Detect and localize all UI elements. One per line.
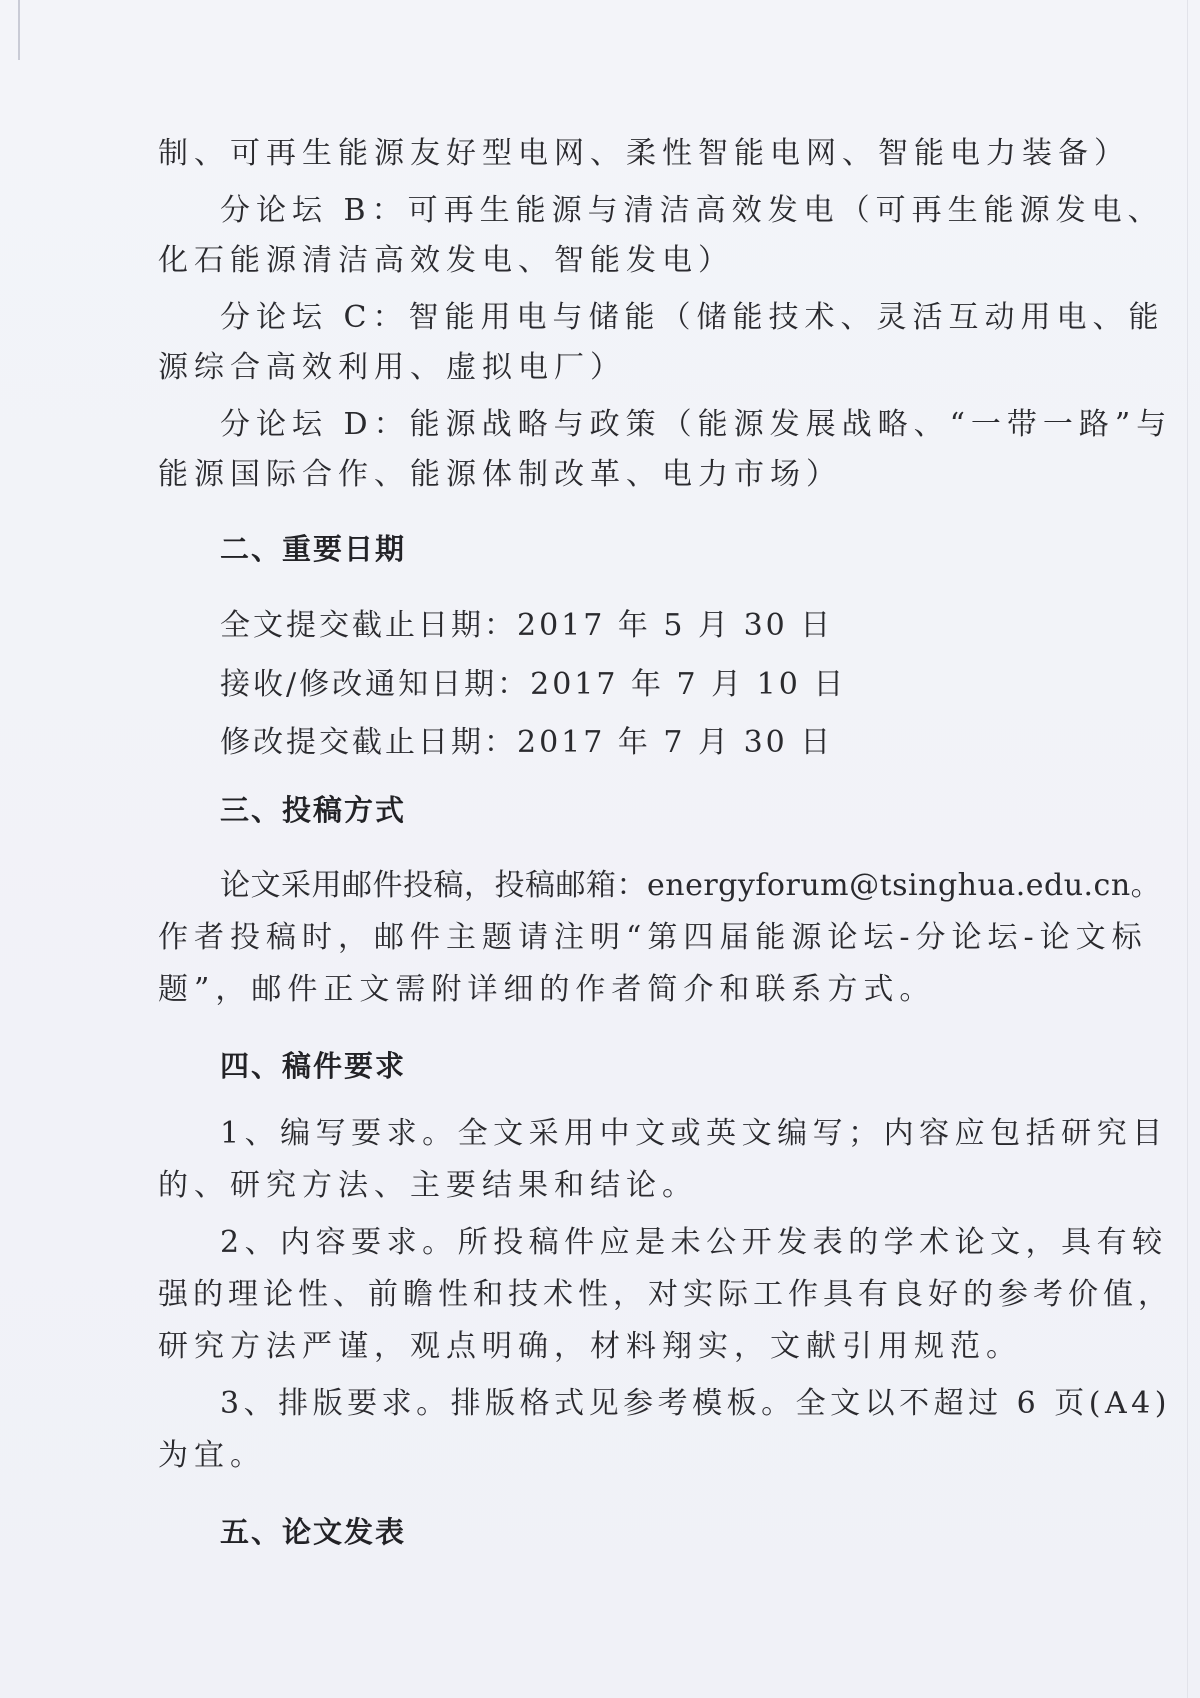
submission-email-line: 论文采用邮件投稿，投稿邮箱：energyforum@tsinghua.edu.cn。 xyxy=(220,868,1162,903)
scan-edge-mark xyxy=(18,0,20,60)
paper-publication-heading: 五、论文发表 xyxy=(220,1515,407,1549)
content-requirement-line-1: 2、内容要求。所投稿件应是未公开发表的学术论文，具有较 xyxy=(220,1225,1168,1260)
notification-date: 接收/修改通知日期：2017 年 7 月 10 日 xyxy=(220,667,847,702)
submission-body-line: 题”，邮件正文需附详细的作者简介和联系方式。 xyxy=(158,972,936,1007)
content-requirement-line-2: 强的理论性、前瞻性和技术性，对实际工作具有良好的参考价值， xyxy=(158,1277,1173,1312)
manuscript-requirements-heading: 四、稿件要求 xyxy=(220,1049,407,1083)
forum-d-line-1: 分论坛 D：能源战略与政策（能源发展战略、“一带一路”与 xyxy=(220,407,1173,442)
forum-b-line-1: 分论坛 B：可再生能源与清洁高效发电（可再生能源发电、 xyxy=(220,193,1164,228)
forum-c-line-1: 分论坛 C：智能用电与储能（储能技术、灵活互动用电、能 xyxy=(220,300,1165,335)
scan-edge-mark xyxy=(1187,0,1188,1698)
submission-method-heading: 三、投稿方式 xyxy=(220,793,407,827)
full-paper-deadline: 全文提交截止日期：2017 年 5 月 30 日 xyxy=(220,608,834,643)
layout-requirement-line-2: 为宜。 xyxy=(158,1438,266,1473)
submission-subject-line: 作者投稿时，邮件主题请注明“第四届能源论坛-分论坛-论文标 xyxy=(158,920,1148,955)
forum-b-line-2: 化石能源清洁高效发电、智能发电） xyxy=(158,243,734,278)
writing-requirement-line-2: 的、研究方法、主要结果和结论。 xyxy=(158,1168,698,1203)
forum-d-line-2: 能源国际合作、能源体制改革、电力市场） xyxy=(158,457,842,492)
forum-a-topics-line: 制、可再生能源友好型电网、柔性智能电网、智能电力装备） xyxy=(158,136,1130,171)
forum-c-line-2: 源综合高效利用、虚拟电厂） xyxy=(158,350,626,385)
writing-requirement-line-1: 1、编写要求。全文采用中文或英文编写；内容应包括研究目 xyxy=(220,1116,1168,1151)
content-requirement-line-3: 研究方法严谨，观点明确，材料翔实，文献引用规范。 xyxy=(158,1329,1022,1364)
important-dates-heading: 二、重要日期 xyxy=(220,532,407,566)
layout-requirement-line-1: 3、排版要求。排版格式见参考模板。全文以不超过 6 页(A4) xyxy=(220,1386,1171,1421)
revision-deadline: 修改提交截止日期：2017 年 7 月 30 日 xyxy=(220,725,834,760)
